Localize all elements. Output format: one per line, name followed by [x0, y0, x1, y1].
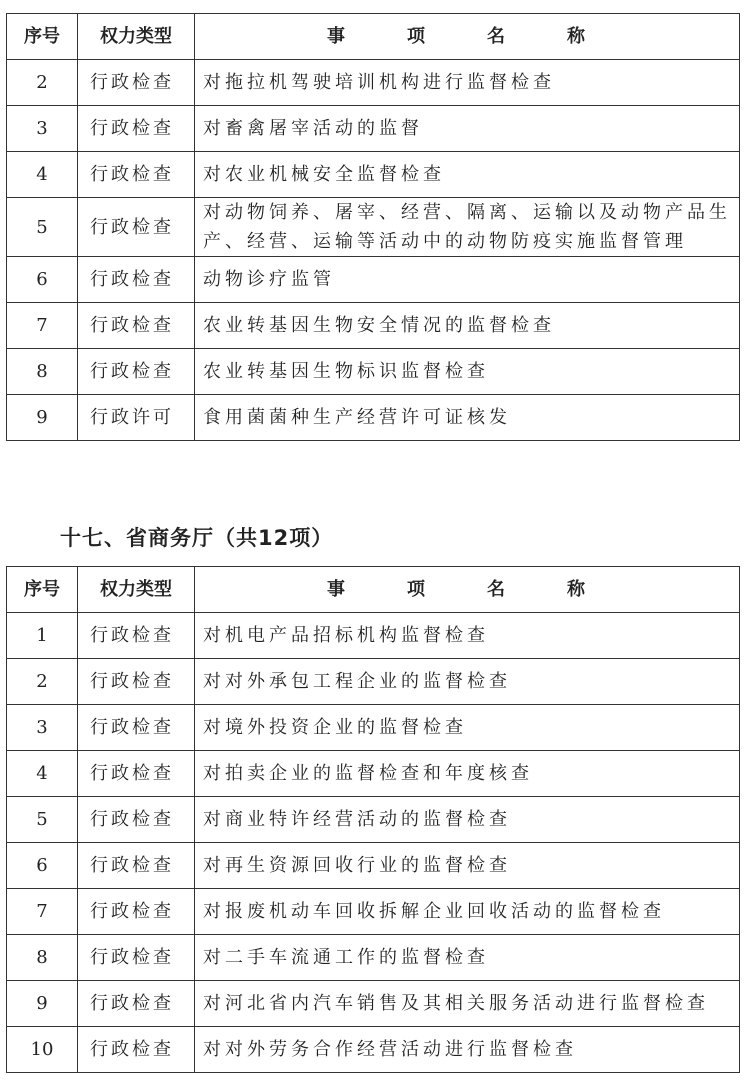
- table-row: [7, 797, 740, 843]
- row-item-name: 对拍卖企业的监督检查和年度核查: [195, 751, 740, 797]
- table-header-row: [7, 14, 740, 60]
- table-row: [7, 106, 740, 152]
- row-power-type: 行政检查: [78, 152, 195, 198]
- row-item-name: 对对外劳务合作经营活动进行监督检查: [195, 1027, 740, 1073]
- row-item-name: 对境外投资企业的监督检查: [195, 705, 740, 751]
- row-number: 3: [7, 106, 78, 152]
- row-power-type: 行政检查: [78, 935, 195, 981]
- table-row: [7, 303, 740, 349]
- table-row: [7, 751, 740, 797]
- row-power-type: 行政检查: [78, 843, 195, 889]
- row-power-type: 行政检查: [78, 889, 195, 935]
- header-no: 序号: [7, 567, 78, 613]
- row-number: 5: [7, 198, 78, 257]
- table-row: [7, 198, 740, 257]
- row-number: 5: [7, 797, 78, 843]
- row-power-type: 行政检查: [78, 349, 195, 395]
- row-item-name: 对机电产品招标机构监督检查: [195, 613, 740, 659]
- row-number: 6: [7, 843, 78, 889]
- row-power-type: 行政检查: [78, 797, 195, 843]
- row-item-name: 对河北省内汽车销售及其相关服务活动进行监督检查: [195, 981, 740, 1027]
- row-item-name: 对拖拉机驾驶培训机构进行监督检查: [195, 60, 740, 106]
- row-number: 9: [7, 981, 78, 1027]
- row-item-name: 对对外承包工程企业的监督检查: [195, 659, 740, 705]
- row-item-name: 对农业机械安全监督检查: [195, 152, 740, 198]
- row-power-type: 行政检查: [78, 106, 195, 152]
- row-item-name: 农业转基因生物标识监督检查: [195, 349, 740, 395]
- row-number: 8: [7, 349, 78, 395]
- row-item-name: 对再生资源回收行业的监督检查: [195, 843, 740, 889]
- row-power-type: 行政检查: [78, 659, 195, 705]
- row-power-type: 行政检查: [78, 705, 195, 751]
- table-row: [7, 843, 740, 889]
- row-number: 7: [7, 889, 78, 935]
- row-item-name: 对畜禽屠宰活动的监督: [195, 106, 740, 152]
- section-heading: 十七、省商务厅（共12项）: [60, 526, 334, 550]
- power-list-table-commerce: [6, 566, 740, 1073]
- row-number: 8: [7, 935, 78, 981]
- row-item-name: 动物诊疗监管: [195, 257, 740, 303]
- row-item-name: 食用菌菌种生产经营许可证核发: [195, 395, 740, 441]
- row-item-name: 对动物饲养、屠宰、经营、隔离、运输以及动物产品生产、经营、运输等活动中的动物防疫实施监督管理: [195, 198, 740, 257]
- row-number: 6: [7, 257, 78, 303]
- row-item-name: 对二手车流通工作的监督检查: [195, 935, 740, 981]
- row-number: 10: [7, 1027, 78, 1073]
- header-type: 权力类型: [78, 567, 195, 613]
- table-row: [7, 659, 740, 705]
- table-row: [7, 1027, 740, 1073]
- header-name: 事 项 名 称: [195, 567, 740, 613]
- row-number: 3: [7, 705, 78, 751]
- table-row: [7, 613, 740, 659]
- row-power-type: 行政检查: [78, 60, 195, 106]
- table-row: [7, 705, 740, 751]
- table-row: [7, 349, 740, 395]
- row-power-type: 行政检查: [78, 198, 195, 257]
- row-power-type: 行政检查: [78, 751, 195, 797]
- row-power-type: 行政检查: [78, 303, 195, 349]
- row-number: 2: [7, 659, 78, 705]
- row-power-type: 行政检查: [78, 981, 195, 1027]
- header-type: 权力类型: [78, 14, 195, 60]
- row-number: 1: [7, 613, 78, 659]
- row-number: 2: [7, 60, 78, 106]
- table-row: [7, 981, 740, 1027]
- table-row: [7, 152, 740, 198]
- header-no: 序号: [7, 14, 78, 60]
- row-number: 9: [7, 395, 78, 441]
- header-name: 事 项 名 称: [195, 14, 740, 60]
- table-row: [7, 60, 740, 106]
- table-row: [7, 395, 740, 441]
- power-list-table-agriculture: [6, 13, 740, 441]
- row-item-name: 农业转基因生物安全情况的监督检查: [195, 303, 740, 349]
- row-number: 4: [7, 751, 78, 797]
- row-number: 4: [7, 152, 78, 198]
- row-item-name: 对商业特许经营活动的监督检查: [195, 797, 740, 843]
- table-row: [7, 889, 740, 935]
- row-power-type: 行政检查: [78, 257, 195, 303]
- table-row: [7, 257, 740, 303]
- table-row: [7, 935, 740, 981]
- row-item-name: 对报废机动车回收拆解企业回收活动的监督检查: [195, 889, 740, 935]
- row-power-type: 行政许可: [78, 395, 195, 441]
- row-number: 7: [7, 303, 78, 349]
- row-power-type: 行政检查: [78, 613, 195, 659]
- table-header-row: [7, 567, 740, 613]
- row-power-type: 行政检查: [78, 1027, 195, 1073]
